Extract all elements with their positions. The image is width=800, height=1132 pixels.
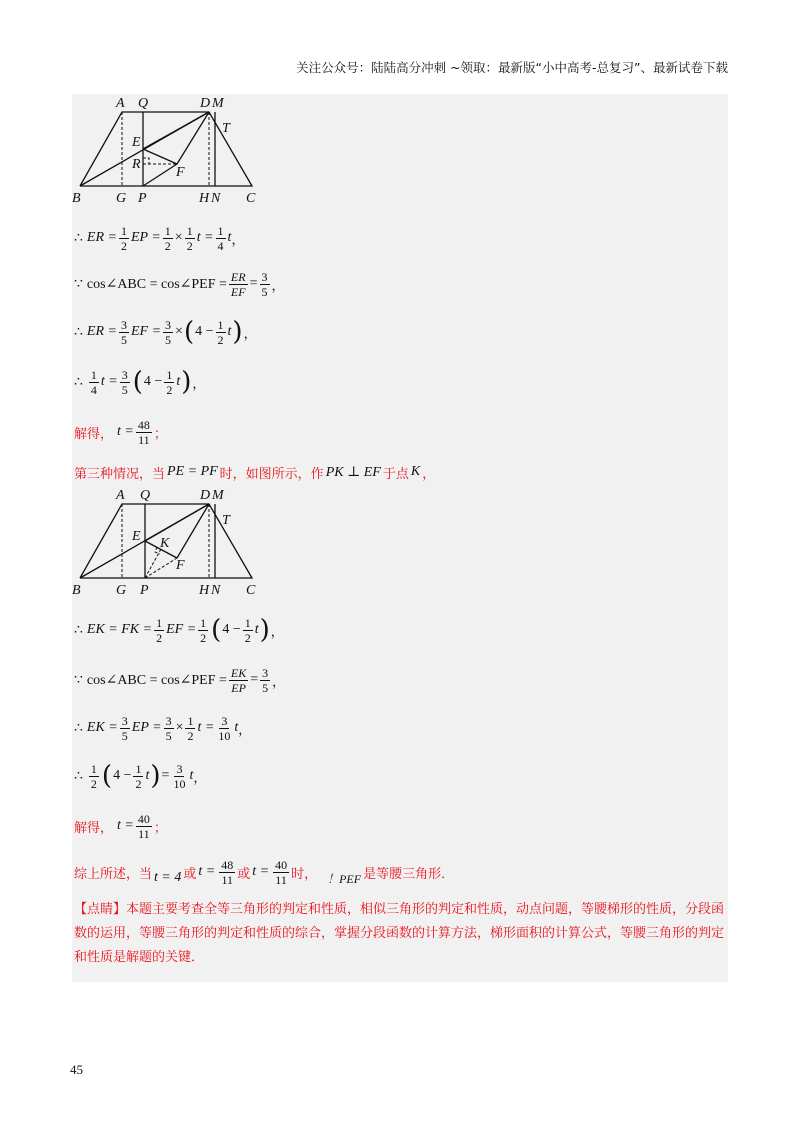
equation-line-10: ∴ $\frac{1}{2}$ ( 4 − $\frac{1}{2}$ t ) = $\frac{3}{10}$ t ， xyxy=(74,761,207,791)
label-Q: Q xyxy=(140,488,151,503)
equation-line-7: ∴ EK = FK = $\frac{1}{2}$ EF = $\frac{1}{2}$ ( 4 − $\frac{1}{2}$ t ) ， xyxy=(74,615,284,645)
solution-line-5: 解得， t = $\frac{48}{11}$ ； xyxy=(74,417,167,447)
equation-line-1: ∴ ER = $\frac{1}{2}$ EP = $\frac{1}{2}$ × $\frac{1}{2}$ t = $\frac{1}{4}$ t ， xyxy=(74,223,245,253)
label-H: H xyxy=(199,583,210,598)
label-C: C xyxy=(246,583,256,598)
label-E: E xyxy=(132,135,141,150)
equation-line-4: ∴ $\frac{1}{4}$ t = $\frac{3}{5}$ ( 4 − $\frac{1}{2}$ t ) ， xyxy=(74,367,206,397)
conclusion-line: 综上所述，当 t = 4 或 t = $\frac{48}{11}$ 或 t = $\frac{40}{11}$ 时， ！PEF 是等腰三角形． xyxy=(74,857,455,887)
page-header: 关注公众号：陆陆高分冲刺 ~领取：最新版“小中高考-总复习”、最新试卷下载 xyxy=(296,60,728,75)
label-B: B xyxy=(72,583,81,598)
label-B: B xyxy=(72,191,81,206)
label-A: A xyxy=(116,488,125,503)
solution-panel xyxy=(72,94,728,982)
label-M: M xyxy=(212,488,224,503)
geometry-figure-1 xyxy=(72,94,272,206)
label-C: C xyxy=(246,191,256,206)
label-T: T xyxy=(222,121,230,136)
geometry-figure-2 xyxy=(72,486,272,598)
label-K: K xyxy=(160,536,170,551)
label-D: D xyxy=(200,488,211,503)
label-F: F xyxy=(176,558,185,573)
label-D: D xyxy=(200,96,211,111)
label-P: P xyxy=(138,191,147,206)
equation-line-2: ∵ cos∠ABC = cos∠PEF = $\frac{ER}{EF}$ = $\frac{3}{5}$ ， xyxy=(74,269,285,299)
solution-line-11: 解得， t = $\frac{40}{11}$ ； xyxy=(74,811,167,841)
equation-line-3: ∴ ER = $\frac{3}{5}$ EF = $\frac{3}{5}$ × ( 4 − $\frac{1}{2}$ t ) ， xyxy=(74,317,257,347)
label-A: A xyxy=(116,96,125,111)
label-N: N xyxy=(211,583,221,598)
equation-line-9: ∴ EK = $\frac{3}{5}$ EP = $\frac{3}{5}$ × $\frac{1}{2}$ t = $\frac{3}{10}$ t ， xyxy=(74,713,252,743)
label-F: F xyxy=(176,165,185,180)
label-G: G xyxy=(116,583,127,598)
case-three-line: 第三种情况，当 PE = PF 时，如图所示，作 PK ⊥ EF 于点 K ， xyxy=(74,464,436,482)
label-E: E xyxy=(132,529,141,544)
equation-line-8: ∵ cos∠ABC = cos∠PEF = $\frac{EK}{EP}$ = $\frac{3}{5}$ ， xyxy=(74,665,286,695)
label-N: N xyxy=(211,191,221,206)
key-point-note: 【点睛】本题主要考查全等三角形的判定和性质，相似三角形的判定和性质，动点问题，等腰梯形的性质，分段函数的运用，等腰三角形的判定和性质的综合，掌握分段函数的计算方法，梯形面积的计算公式，等腰三角形的判定和性质是解题的关键． xyxy=(74,902,725,965)
label-Q: Q xyxy=(138,96,149,111)
page-number: 45 xyxy=(70,1062,83,1077)
label-P: P xyxy=(140,583,149,598)
label-T: T xyxy=(222,513,230,528)
label-G: G xyxy=(116,191,127,206)
label-H: H xyxy=(199,191,210,206)
label-R: R xyxy=(132,157,141,172)
label-M: M xyxy=(212,96,224,111)
